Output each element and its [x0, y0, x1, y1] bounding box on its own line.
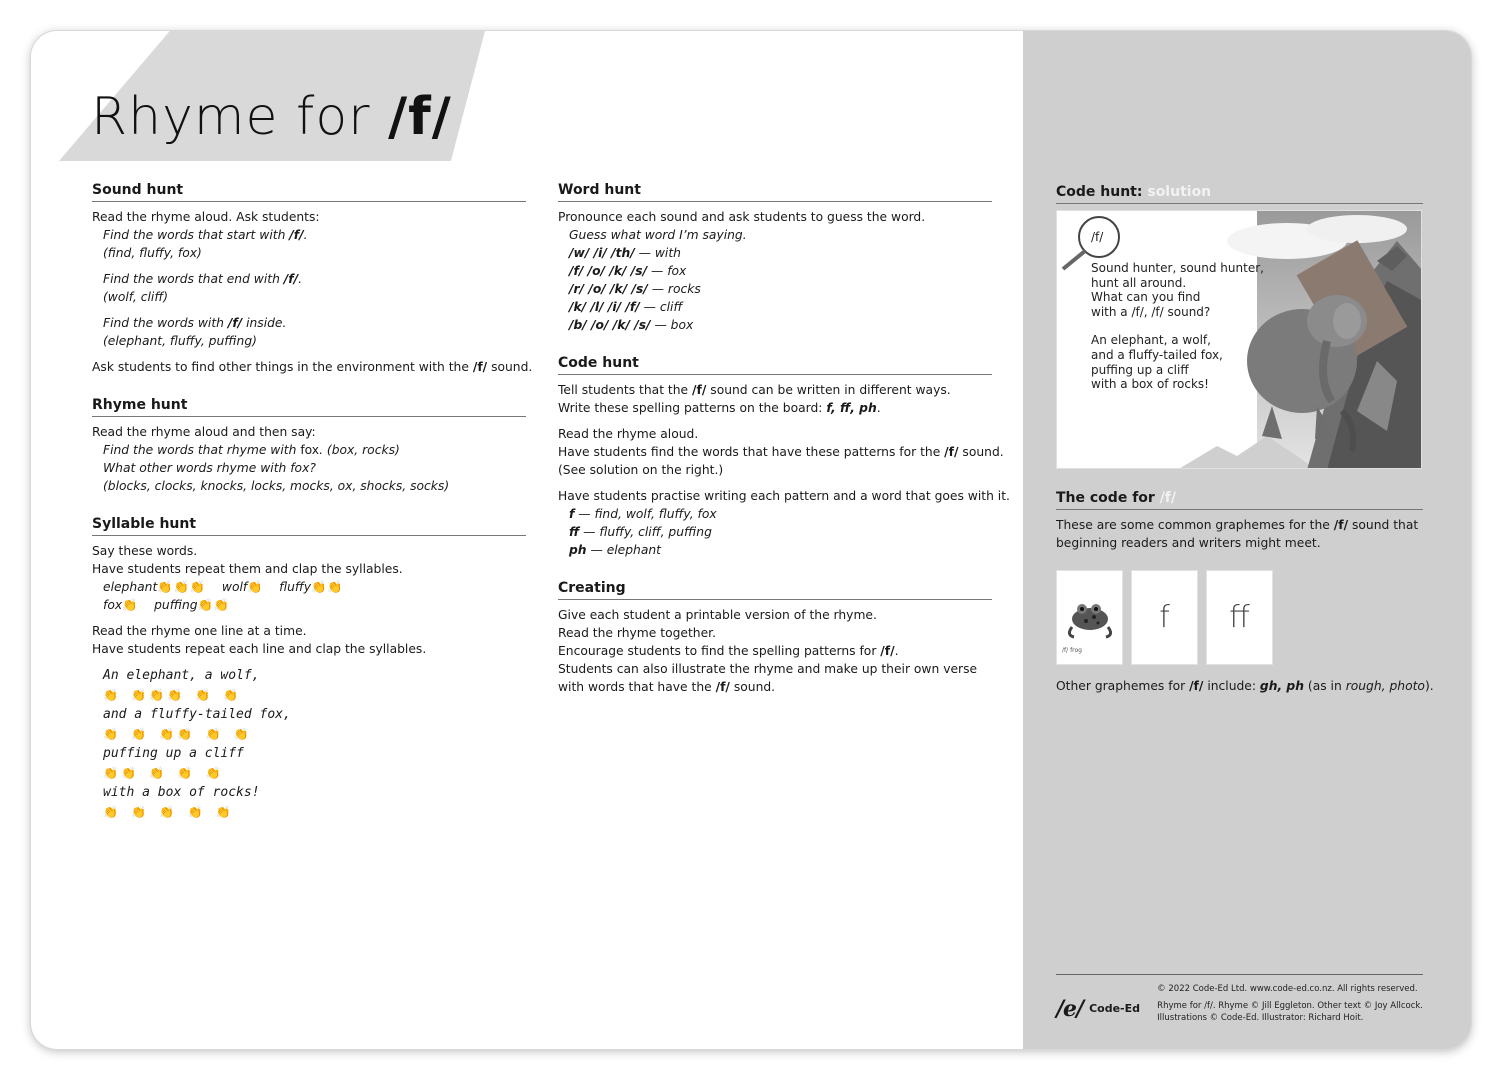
- question-line: What other words rhyme with fox?: [103, 461, 316, 475]
- grapheme-tile-f: f: [1131, 570, 1198, 665]
- credit-line: Rhyme for /f/. Rhyme © Jill Eggleton. Other text © Joy Allcock.: [1157, 1001, 1423, 1011]
- pattern-item: ph — elephant: [569, 543, 661, 557]
- text-line: Have students find the words that have these patterns for the /f/ sound.: [558, 445, 1004, 459]
- text-line: Have students repeat them and clap the syllables.: [92, 562, 403, 576]
- clap-icons: 👏👏👏: [157, 580, 207, 594]
- section-heading: Sound hunt: [92, 181, 526, 202]
- text-line: Have students repeat each line and clap the syllables.: [92, 642, 427, 656]
- clap-icons: 👏 👏👏👏 👏 👏: [103, 687, 242, 702]
- creating-section: [558, 579, 992, 696]
- word-hunt-section: [558, 181, 992, 334]
- text-line: Write these spelling patterns on the board: f, ff, ph.: [558, 401, 881, 415]
- prompt-line: Guess what word I’m saying.: [569, 228, 747, 242]
- pattern-item: f — find, wolf, fluffy, fox: [569, 507, 717, 521]
- rhyme-line: Sound hunter, sound hunter,: [1091, 261, 1264, 275]
- frog-caption: /f/ frog: [1062, 647, 1082, 654]
- text-line: Have students practise writing each pattern and a word that goes with it.: [558, 489, 1010, 503]
- solution-illustration: [1056, 210, 1422, 469]
- clap-icons: 👏👏 👏 👏 👏: [103, 765, 224, 780]
- right-column: [1056, 183, 1434, 695]
- section-heading: Rhyme hunt: [92, 396, 526, 417]
- frog-icon: [1062, 593, 1118, 643]
- question-line: Find the words with /f/ inside.: [103, 316, 287, 330]
- syllable-words-row: fox👏 puffing👏👏: [103, 598, 231, 612]
- page-title: Rhyme for /f/: [91, 87, 452, 147]
- other-graphemes-text: Other graphemes for /f/ include: gh, ph (as in rough, photo).: [1056, 679, 1434, 693]
- verse-line: puffing up a cliff: [103, 746, 244, 761]
- verse-line: and a fluffy-tailed fox,: [103, 707, 291, 722]
- answer-line: (blocks, clocks, knocks, locks, mocks, ox, shocks, socks): [103, 479, 450, 493]
- text-line: Read the rhyme aloud. Ask students:: [92, 210, 320, 224]
- rhyme-line: What can you find: [1091, 290, 1201, 305]
- word-hunt-item: /f/ /o/ /k/ /s/ — fox: [569, 264, 687, 278]
- grapheme-tiles: [1056, 570, 1423, 665]
- answer-line: (find, fluffy, fox): [103, 246, 202, 260]
- rhyme-line: hunt all around.: [1091, 275, 1187, 290]
- word-hunt-item: /r/ /o/ /k/ /s/ — rocks: [569, 282, 701, 296]
- text-line: Students can also illustrate the rhyme and make up their own verse: [558, 662, 978, 676]
- syllable-words-row: elephant👏👏👏 wolf👏 fluffy👏👏: [103, 580, 344, 594]
- title-phoneme: /f/: [388, 87, 452, 147]
- code-hunt-solution-heading: Code hunt: solution: [1056, 183, 1423, 204]
- text-line: (See solution on the right.): [558, 463, 724, 477]
- text-line: Say these words.: [92, 544, 198, 558]
- clap-verse: [92, 666, 526, 822]
- text-line: Read the rhyme together.: [558, 626, 716, 640]
- solution-rhyme: [1091, 261, 1264, 392]
- pattern-item: ff — fluffy, cliff, puffing: [569, 525, 712, 539]
- text-line: Encourage students to find the spelling patterns for /f/.: [558, 644, 899, 658]
- credit-line: Illustrations © Code-Ed. Illustrator: Richard Hoit.: [1157, 1013, 1364, 1023]
- section-heading: Word hunt: [558, 181, 992, 202]
- credits: [1149, 983, 1423, 1024]
- text-line: Read the rhyme aloud.: [558, 427, 699, 441]
- rhyme-gap: [1091, 319, 1264, 333]
- clap-icons: 👏: [247, 580, 264, 594]
- section-heading: Syllable hunt: [92, 515, 526, 536]
- logo-mark: /e/: [1056, 995, 1084, 1022]
- frog-tile: [1056, 570, 1123, 665]
- sound-hunt-section: [92, 181, 533, 376]
- magnifier-label: /f/: [1091, 230, 1104, 244]
- verse-line: with a box of rocks!: [103, 785, 260, 800]
- rhyme-line: puffing up a cliff: [1091, 362, 1189, 377]
- answer-line: (elephant, fluffy, puffing): [103, 334, 257, 348]
- rhyme-line: An elephant, a wolf,: [1091, 333, 1211, 348]
- clap-icons: 👏: [122, 598, 139, 612]
- rhyme-line: and a fluffy-tailed fox,: [1091, 347, 1223, 362]
- word-hunt-item: /k/ /l/ /i/ /f/ — cliff: [569, 300, 683, 314]
- code-ed-logo: [1056, 983, 1149, 1024]
- rhyme-line: with a /f/, /f/ sound?: [1091, 304, 1211, 319]
- text-line: Give each student a printable version of the rhyme.: [558, 608, 877, 622]
- syllable-hunt-section: [92, 515, 526, 822]
- word-hunt-item: /b/ /o/ /k/ /s/ — box: [569, 318, 694, 332]
- section-heading: Code hunt: [558, 354, 992, 375]
- grapheme-tile-ff: ff: [1206, 570, 1273, 665]
- word-hunt-item: /w/ /i/ /th/ — with: [569, 246, 681, 260]
- logo-text: Code-Ed: [1089, 1002, 1140, 1015]
- question-line: Find the words that end with /f/.: [103, 272, 303, 286]
- code-hunt-section: [558, 354, 1010, 559]
- worksheet-card: [31, 31, 1471, 1049]
- rhyme-line: with a box of rocks!: [1091, 377, 1209, 392]
- code-for-text: These are some common graphemes for the /f/ sound that beginning readers and writers might meet.: [1056, 518, 1419, 550]
- copyright-line: © 2022 Code-Ed Ltd. www.code-ed.co.nz. All rights reserved.: [1157, 984, 1418, 994]
- answer-line: (wolf, cliff): [103, 290, 168, 304]
- text-line: Pronounce each sound and ask students to guess the word.: [558, 210, 926, 224]
- text-line: Read the rhyme aloud and then say:: [92, 425, 316, 439]
- question-line: Find the words that rhyme with fox. (box, rocks): [103, 443, 400, 457]
- clap-icons: 👏👏: [197, 598, 231, 612]
- text-line: Read the rhyme one line at a time.: [92, 624, 307, 638]
- middle-column: [558, 181, 1010, 710]
- question-line: Find the words that start with /f/.: [103, 228, 308, 242]
- clap-icons: 👏 👏 👏 👏 👏: [103, 804, 234, 819]
- left-column: [92, 181, 533, 836]
- rhyme-hunt-section: [92, 396, 526, 495]
- text-line: Tell students that the /f/ sound can be written in different ways.: [558, 383, 951, 397]
- clap-icons: 👏 👏 👏👏 👏 👏: [103, 726, 252, 741]
- section-heading: Creating: [558, 579, 992, 600]
- footer: [1056, 974, 1423, 1024]
- text-line: with words that have the /f/ sound.: [558, 680, 776, 694]
- text-line: Ask students to find other things in the environment with the /f/ sound.: [92, 360, 533, 374]
- verse-line: An elephant, a wolf,: [103, 668, 260, 683]
- clap-icons: 👏👏: [311, 580, 344, 594]
- code-for-heading: The code for /f/: [1056, 489, 1423, 510]
